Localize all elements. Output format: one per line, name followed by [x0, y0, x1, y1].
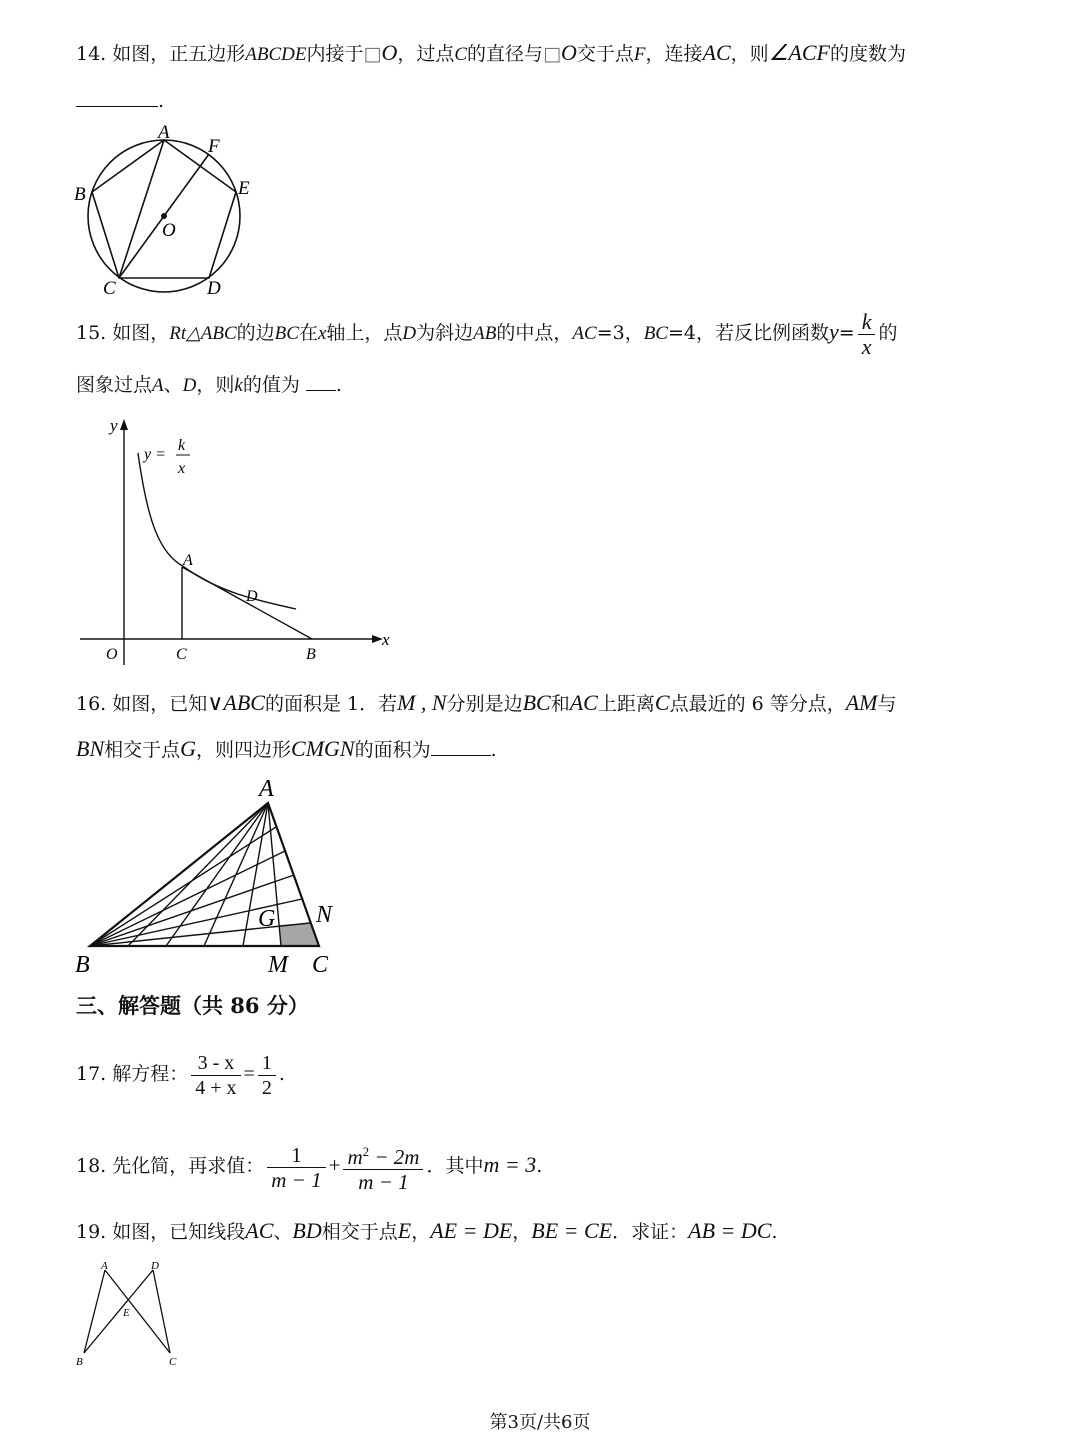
fraction-lhs: $\frac{3 - x}{4 + x}$ [191, 1051, 240, 1100]
q15-line2: 图象过点A、D，则k的值为 . [76, 374, 342, 396]
q17-line: 17. 解方程： $\frac{3 - x}{4 + x}$ = $\frac{1}{2}$ . [76, 1051, 285, 1099]
pentagon-abcde [92, 140, 236, 278]
q16-line2: BN相交于点G，则四边形CMGN的面积为 . [76, 736, 497, 761]
label-e: E [238, 178, 250, 199]
label-f: F [208, 136, 220, 157]
fraction-rhs: $\frac{1}{2}$ [258, 1051, 276, 1100]
fraction-second-term: $\frac{m^2 - 2m}{m - 1}$ [343, 1140, 423, 1194]
label-y-eq: y = [144, 446, 166, 463]
segment-ac [105, 1270, 170, 1353]
q19-figure [72, 1258, 192, 1378]
q16-line1: 16. 如图，已知∨ABC的面积是 1．若M , N分别是边BC和AC上距离C点最近的 6 等分点，AM与 [76, 690, 897, 715]
label-c: C [103, 278, 116, 299]
y-axis-arrow-icon [120, 419, 128, 430]
label-a: A [259, 776, 274, 802]
q15-figure [80, 415, 410, 675]
segment-ac [119, 140, 164, 278]
label-b: B [306, 646, 316, 663]
cevian-b2 [90, 851, 285, 946]
label-g: G [258, 906, 276, 932]
label-d: D [207, 278, 221, 299]
cevian-a2 [166, 803, 268, 946]
center-point [161, 213, 167, 219]
section-heading: 三、解答题（共 86 分） [76, 993, 309, 1018]
label-a: A [183, 552, 193, 569]
label-o: O [106, 646, 118, 663]
label-d: D [246, 588, 258, 605]
label-c: C [169, 1356, 177, 1368]
q18-line: 18. 先化简，再求值： $\frac{1}{m - 1}$ + $\frac{m^2 - 2m}{m - 1}$ ．其中m = 3. [76, 1135, 542, 1196]
label-b: B [76, 1356, 83, 1368]
label-b: B [75, 952, 90, 978]
q14-line2: . [76, 88, 164, 114]
answer-blank [76, 88, 158, 107]
label-n: N [316, 902, 333, 928]
segment-dc [153, 1270, 170, 1353]
label-c: C [176, 646, 187, 663]
answer-blank [431, 737, 491, 756]
fraction-k-over-x: $\frac{k}{x}$ [858, 310, 876, 359]
label-a: A [101, 1260, 108, 1272]
label-o: O [162, 220, 176, 241]
answer-blank [306, 372, 336, 391]
cevians-from-b [90, 827, 310, 946]
q16-figure [72, 772, 372, 982]
label-c: C [312, 952, 329, 978]
circle-symbol-icon: □ [543, 43, 562, 65]
q14-line1: 14. 如图，正五边形ABCDE内接于□O，过点C的直径与□O交于点F，连接AC，则∠ACF的度数为 [76, 40, 906, 65]
label-k: k [178, 437, 186, 454]
circle-symbol-icon: □ [363, 43, 382, 65]
q14-figure [70, 118, 290, 298]
label-m: M [268, 952, 288, 978]
q15-line1: 15. 如图，Rt△ABC的边BC在x轴上，点D为斜边AB的中点，AC=3，BC=4，若反比例函数y= $\frac{k}{x}$ 的 [76, 308, 898, 359]
label-x-axis: x [382, 630, 390, 649]
page-footer: 第3页/共6页 [489, 1412, 591, 1433]
fraction-first-term: $\frac{1}{m - 1}$ [267, 1143, 325, 1192]
label-y-axis: y [110, 416, 118, 435]
label-e: E [123, 1307, 130, 1319]
label-d: D [151, 1260, 159, 1272]
label-a: A [158, 122, 170, 143]
cevian-b1 [90, 827, 276, 946]
q19-line: 19. 如图，已知线段AC、BD相交于点E，AE = DE，BE = CE．求证：AB = DC. [76, 1218, 778, 1243]
label-b: B [74, 184, 86, 205]
label-x-denominator: x [178, 460, 186, 477]
